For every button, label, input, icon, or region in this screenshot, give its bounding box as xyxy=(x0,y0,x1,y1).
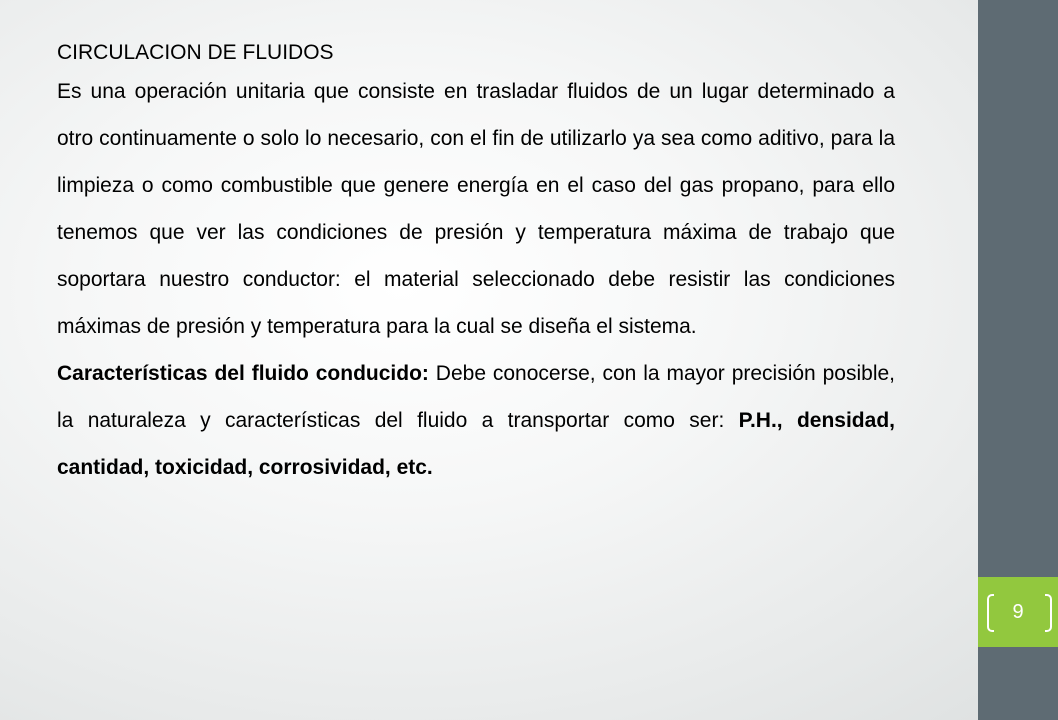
characteristics-list: P.H., densidad, cantidad, toxicidad, corrosividad, etc. xyxy=(57,409,895,479)
slide-content xyxy=(57,38,895,491)
paragraph-characteristics xyxy=(57,350,895,491)
page-number-tab xyxy=(978,577,1058,647)
slide-title: CIRCULACION DE FLUIDOS xyxy=(57,41,334,64)
page-number: 9 xyxy=(1012,601,1024,623)
right-bracket-icon xyxy=(1045,594,1052,632)
characteristics-heading: Características del fluido conducido: xyxy=(57,362,429,385)
paragraph-definition: Es una operación unitaria que consiste en trasladar fluidos de un lugar determinado a otro continuamente o solo lo necesario, con el fin de utilizarlo ya sea como aditivo, para la limpieza o como combustible que genere energía en el caso del gas propano, para ello tenemos que ver las condiciones de presión y temperatura máxima de trabajo que soportara nuestro conductor: el material seleccionado debe resistir las condiciones máximas de presión y temperatura para la cual se diseña el sistema. xyxy=(57,80,895,338)
characteristics-body: Debe conocerse, con la mayor precisión posible, la naturaleza y características del fluido a transportar como ser: xyxy=(57,362,895,432)
